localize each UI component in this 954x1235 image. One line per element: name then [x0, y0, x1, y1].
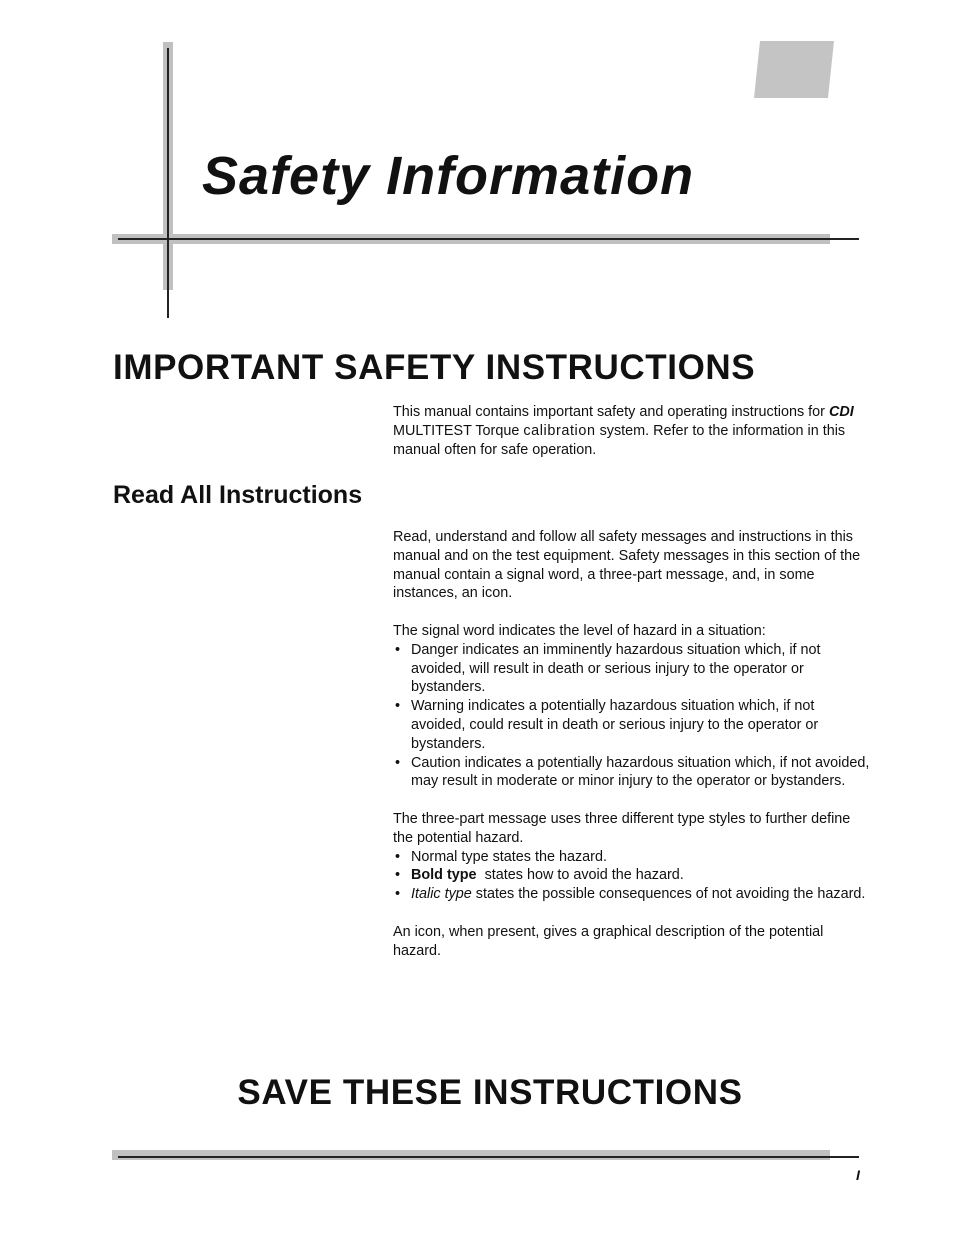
list-item: • Normal type states the hazard.	[395, 848, 607, 865]
page-number: I	[856, 1167, 860, 1183]
save-instructions-heading: SAVE THESE INSTRUCTIONS	[237, 1073, 743, 1112]
important-safety-heading: IMPORTANT SAFETY INSTRUCTIONS	[113, 348, 756, 387]
list-item: • Italic type states the possible consequences of not avoiding the hazard.	[395, 886, 866, 903]
frame-horizontal-line-top	[118, 238, 859, 240]
icon-paragraph: An icon, when present, gives a graphical description of the potential hazard.	[393, 923, 824, 959]
intro-paragraph-block	[393, 403, 871, 459]
type-style-list	[393, 848, 871, 904]
signal-word-list	[393, 641, 871, 791]
intro-paragraph: This manual contains important safety and operating instructions for CDI MULTITEST Torque calibration system. Refer to the information in this manual often for safe operation.	[393, 404, 854, 458]
frame-horizontal-line-bottom	[118, 1156, 859, 1158]
list-item: • Bold type states how to avoid the hazard.	[395, 867, 684, 884]
frame-vertical-line	[167, 48, 169, 318]
list-item: • Warning indicates a potentially hazardous situation which, if not avoided, could result in death or serious injury to the operator or bystanders.	[395, 698, 819, 752]
list-item: • Caution indicates a potentially hazardous situation which, if not avoided, may result in moderate or minor injury to the operator or bystanders.	[395, 754, 870, 790]
product-name: CDI	[828, 404, 854, 420]
frame-horizontal-bar-bottom	[112, 1150, 830, 1160]
three-part-message-intro: The three-part message uses three different type styles to further define the potential hazard.	[393, 810, 851, 846]
read-instructions-body	[393, 528, 871, 960]
signal-word-intro: The signal word indicates the level of hazard in a situation:	[393, 622, 766, 639]
chapter-tab-block	[754, 41, 834, 98]
list-item: • Danger indicates an imminently hazardous situation which, if not avoided, will result in death or serious injury to the operator or bystanders.	[395, 641, 821, 696]
safety-messages-paragraph: Read, understand and follow all safety messages and instructions in this manual and on the test equipment. Safety messages in this section of the manual contain a signal word, a three-part message, and, in some instances, an icon.	[393, 529, 861, 602]
read-all-instructions-heading: Read All Instructions	[113, 481, 363, 509]
chapter-title: Safety Information	[202, 146, 695, 206]
